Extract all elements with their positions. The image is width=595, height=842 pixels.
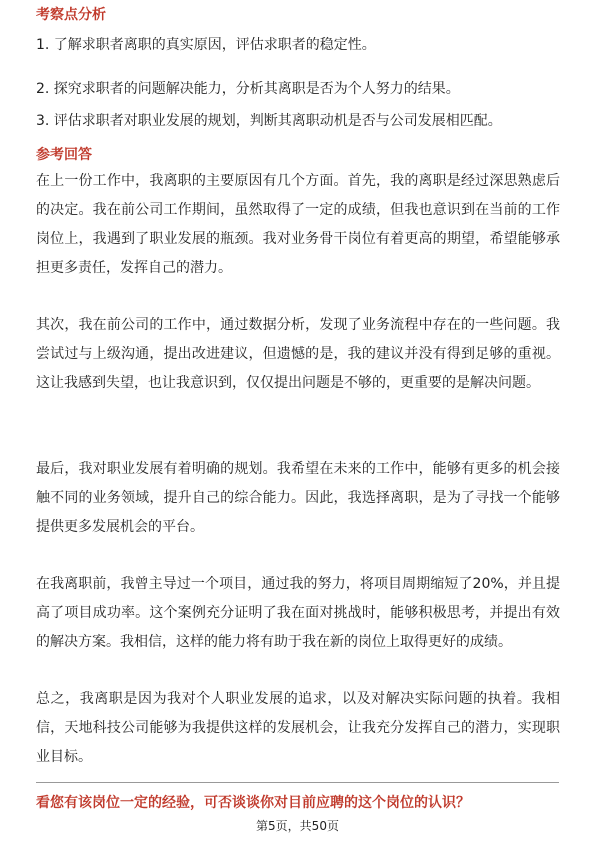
analysis-point-3: 3. 评估求职者对职业发展的规划，判断其离职动机是否与公司发展相匹配。 (36, 113, 502, 129)
answer-paragraph-3: 最后，我对职业发展有着明确的规划。我希望在未来的工作中，能够有更多的机会接触不同的业务领域，提升自己的综合能力。因此，我选择离职，是为了寻找一个能够提供更多发展机会的平台。 (36, 461, 560, 535)
answer-paragraph-5: 总之，我离职是因为我对个人职业发展的追求，以及对解决实际问题的执着。我相信，天地科技公司能够为我提供这样的发展机会，让我充分发挥自己的潜力，实现职业目标。 (36, 691, 560, 765)
analysis-heading: 考察点分析 (36, 7, 106, 23)
analysis-point-1: 1. 了解求职者离职的真实原因，评估求职者的稳定性。 (36, 37, 376, 53)
analysis-point-2: 2. 探究求职者的问题解决能力，分析其离职是否为个人努力的结果。 (36, 81, 460, 97)
section-divider (36, 782, 559, 783)
next-question: 看您有该岗位一定的经验，可否谈谈你对目前应聘的这个岗位的认识？ (36, 795, 470, 811)
page-footer: 第5页，共50页 (256, 819, 339, 833)
answer-paragraph-1: 在上一份工作中，我离职的主要原因有几个方面。首先，我的离职是经过深思熟虑后的决定。我在前公司工作期间，虽然取得了一定的成绩，但我也意识到在当前的工作岗位上，我遇到了职业发展的瓶颈。我对业务骨干岗位有着更高的期望，希望能够承担更多责任，发挥自己的潜力。 (36, 173, 560, 276)
answer-heading: 参考回答 (36, 147, 92, 163)
answer-paragraph-4: 在我离职前，我曾主导过一个项目，通过我的努力，将项目周期缩短了20%，并且提高了项目成功率。这个案例充分证明了我在面对挑战时，能够积极思考，并提出有效的解决方案。我相信，这样的能力将有助于我在新的岗位上取得更好的成绩。 (36, 576, 560, 650)
answer-paragraph-2: 其次，我在前公司的工作中，通过数据分析，发现了业务流程中存在的一些问题。我尝试过与上级沟通，提出改进建议，但遗憾的是，我的建议并没有得到足够的重视。这让我感到失望，也让我意识到，仅仅提出问题是不够的，更重要的是解决问题。 (36, 317, 560, 391)
